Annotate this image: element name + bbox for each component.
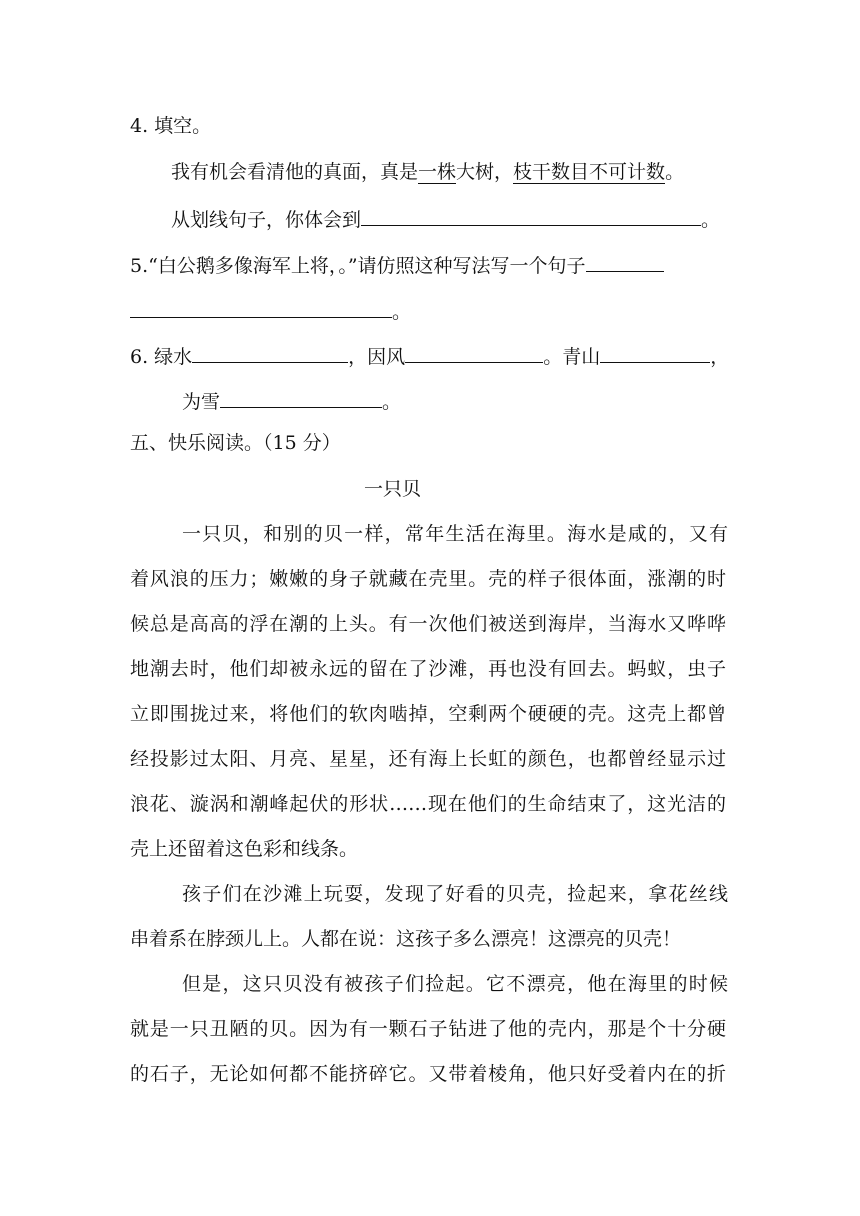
q5-end: 。	[392, 301, 412, 323]
q6-line-2	[182, 387, 401, 414]
article-line: 串着系在脖颈儿上。人都在说：这孩子多么漂亮！这漂亮的贝壳！	[130, 928, 682, 950]
q6-blank-3[interactable]	[600, 342, 710, 363]
article-line: 立即围拢过来，将他们的软肉啮掉，空剩两个硬硬的壳。这壳上都曾	[130, 703, 726, 725]
q6-blank-2[interactable]	[405, 342, 543, 363]
article-line: 壳上还留着这色彩和线条。	[130, 838, 359, 860]
q5-answer-blank-1[interactable]	[586, 251, 664, 272]
q6-line-1	[130, 342, 729, 369]
article-line: 经投影过太阳、月亮、星星，还有海上长虹的颜色，也都曾经显示过	[130, 748, 726, 770]
q6-text-f: 。	[382, 391, 402, 413]
q6-text-d: ，	[710, 346, 730, 368]
article-line: 着风浪的压力；嫩嫩的身子就藏在壳里。壳的样子很体面，涨潮的时	[130, 568, 726, 590]
q6-text-b: ，因风	[348, 346, 406, 368]
q4-sentence-end: 。	[665, 161, 685, 183]
q6-blank-4[interactable]	[220, 387, 382, 408]
q4-prompt	[171, 205, 720, 232]
q6-text-e: 为雪	[182, 391, 221, 413]
q4-underlined-phrase-1: 一株	[418, 161, 457, 183]
q4-answer-blank[interactable]	[361, 205, 701, 226]
article-line: 浪花、漩涡和潮峰起伏的形状……现在他们的生命结束了，这光洁的	[130, 793, 726, 815]
article-line: 就是一只丑陋的贝。因为有一颗石子钻进了他的壳内，那是个十分硬	[130, 1018, 726, 1040]
q5-prompt	[130, 251, 664, 278]
q6-text-a: 6. 绿水	[130, 346, 193, 368]
q4-sentence-mid: 大树，	[456, 161, 514, 183]
q5-continuation	[130, 297, 411, 324]
q5-answer-blank-2[interactable]	[130, 297, 392, 318]
article-line: 的石子，无论如何都不能挤碎它。又带着棱角，他只好受着内在的折	[130, 1063, 726, 1085]
q6-text-c: 。青山	[543, 346, 601, 368]
q4-prompt-end: 。	[701, 209, 721, 231]
article-line: 地潮去时，他们却被永远的留在了沙滩，再也没有回去。蚂蚁，虫子	[130, 658, 726, 680]
q5-text: 5.“白公鹅多像海军上将，。”请仿照这种写法写一个句子	[130, 255, 586, 277]
q4-sentence	[171, 160, 684, 184]
q6-blank-1[interactable]	[192, 342, 348, 363]
article-line: 孩子们在沙滩上玩耍，发现了好看的贝壳，捡起来，拿花丝线	[182, 883, 728, 905]
q4-underlined-phrase-2: 枝干数目不可计数	[513, 161, 666, 183]
q4-prompt-text: 从划线句子，你体会到	[171, 209, 362, 231]
q4-heading: 4. 填空。	[130, 115, 212, 137]
article-line: 一只贝，和别的贝一样，常年生活在海里。海水是咸的，又有	[182, 523, 728, 545]
article-line: 候总是高高的浮在潮的上头。有一次他们被送到海岸，当海水又哗哗	[130, 613, 726, 635]
q4-sentence-pre: 我有机会看清他的真面，真是	[171, 161, 419, 183]
article-line: 但是，这只贝没有被孩子们捡起。它不漂亮，他在海里的时候	[182, 973, 728, 995]
article-title: 一只贝	[364, 478, 422, 500]
section-heading: 五、快乐阅读。（15 分）	[130, 432, 341, 454]
